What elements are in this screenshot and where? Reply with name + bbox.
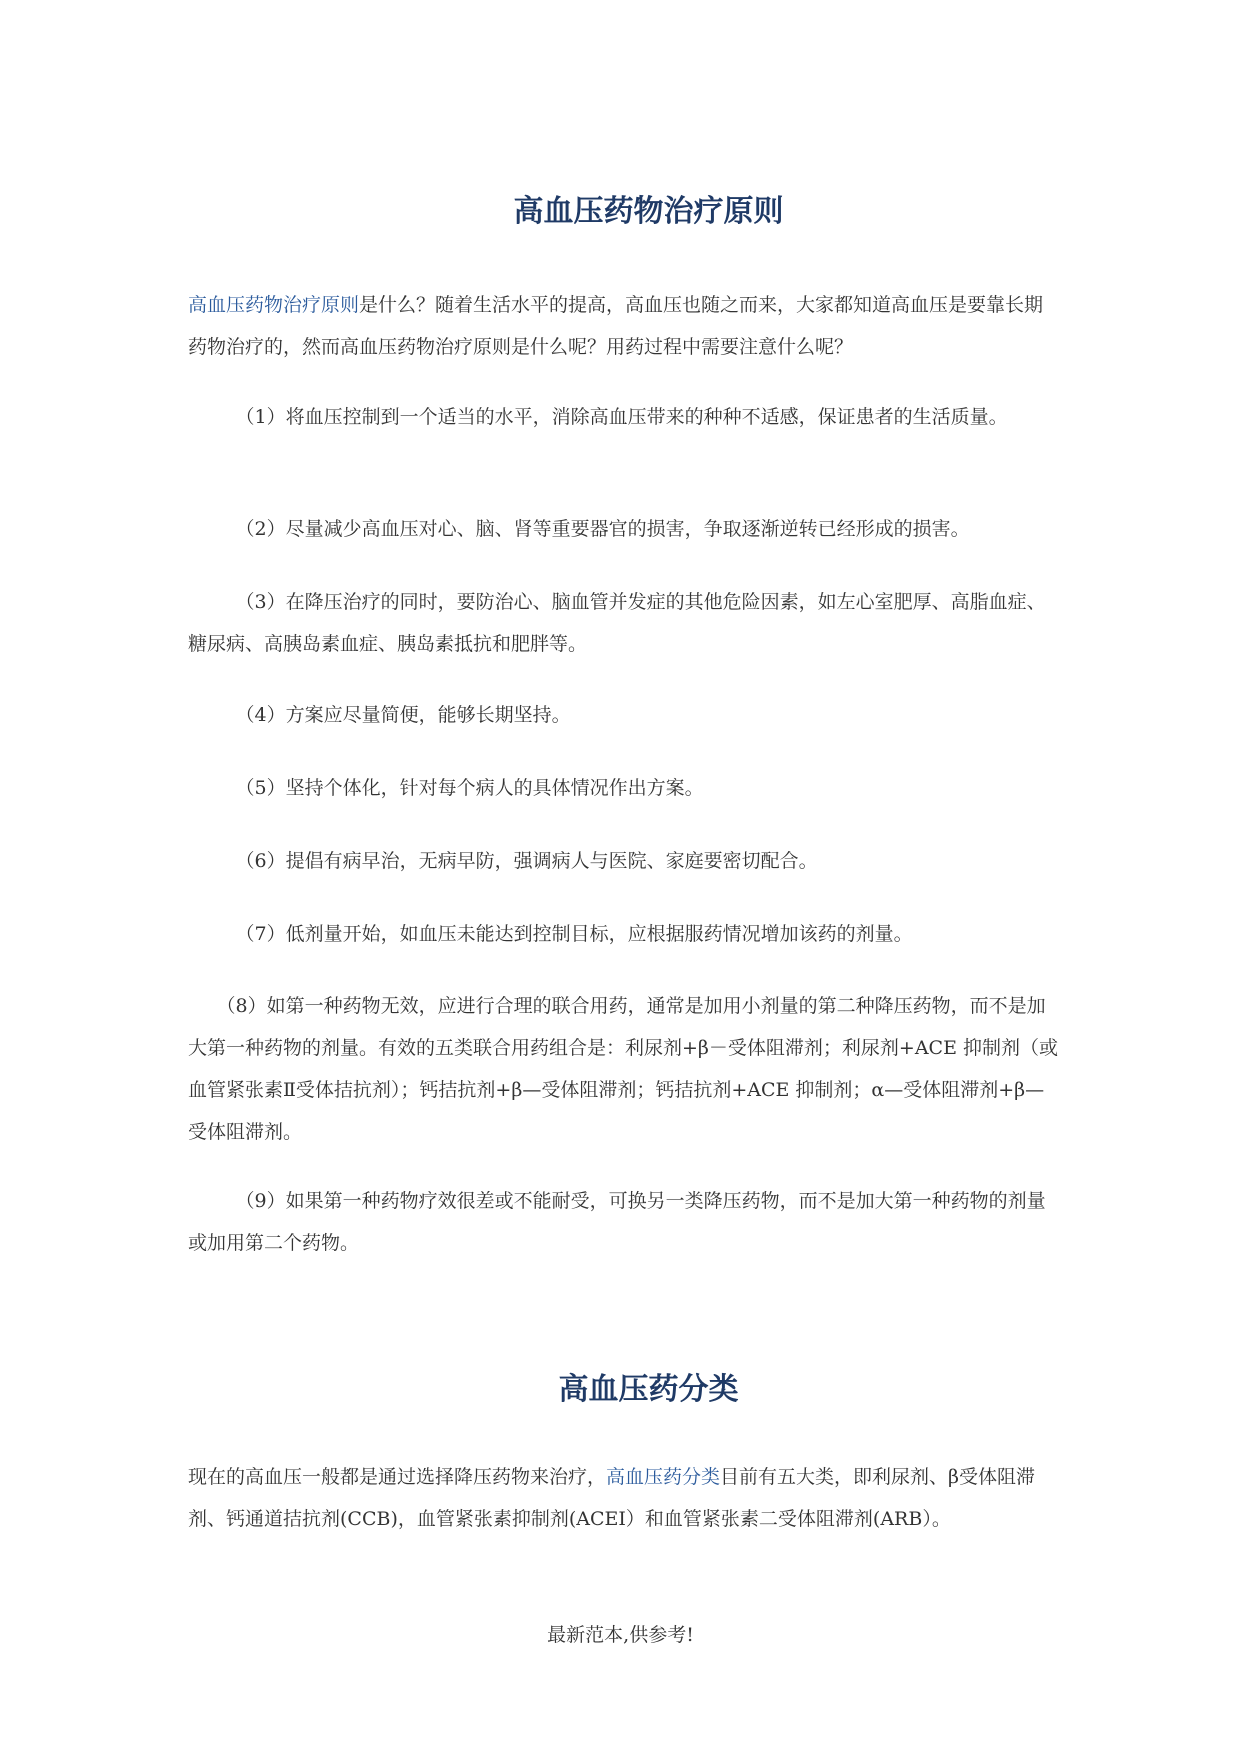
classification-text-before: 现在的高血压一般都是通过选择降压药物来治疗， — [188, 1466, 607, 1488]
principle-7: （7）低剂量开始，如血压未能达到控制目标，应根据服药情况增加该药的剂量。 — [235, 923, 913, 945]
footer-note: 最新范本,供参考! — [547, 1624, 694, 1646]
principle-5: （5）坚持个体化，针对每个病人的具体情况作出方案。 — [235, 777, 704, 799]
principle-4: （4）方案应尽量简便，能够长期坚持。 — [235, 704, 571, 726]
intro-paragraph — [188, 284, 1058, 368]
link-drug-classification[interactable]: 高血压药分类 — [606, 1466, 721, 1488]
principle-6: （6）提倡有病早治，无病早防，强调病人与医院、家庭要密切配合。 — [235, 850, 818, 872]
classification-text-after: 目前有五大类，即利尿剂、β受体阻滞剂、钙通道拮抗剂(CCB)，血管紧张素抑制剂(ACEI）和血管紧张素二受体阻滞剂(ARB）。 — [188, 1466, 1036, 1530]
principle-3: （3）在降压治疗的同时，要防治心、脑血管并发症的其他危险因素，如左心室肥厚、高脂血症、糖尿病、高胰岛素血症、胰岛素抵抗和肥胖等。 — [188, 591, 1046, 655]
link-treatment-principles[interactable]: 高血压药物治疗原则 — [188, 294, 360, 316]
principle-9: （9）如果第一种药物疗效很差或不能耐受，可换另一类降压药物，而不是加大第一种药物的剂量或加用第二个药物。 — [188, 1190, 1046, 1254]
principle-8: （8）如第一种药物无效，应进行合理的联合用药，通常是加用小剂量的第二种降压药物，而不是加大第一种药物的剂量。有效的五类联合用药组合是：利尿剂+β－受体阻滞剂；利尿剂+ACE 抑制剂（或血管紧张素Ⅱ受体拮抗剂）；钙拮抗剂+β—受体阻滞剂；钙拮抗剂+ACE 抑制剂；α—受体阻滞剂+β—受体阻滞剂。 — [188, 995, 1058, 1143]
title-treatment-principles: 高血压药物治疗原则 — [513, 194, 784, 229]
title-drug-classification: 高血压药分类 — [558, 1372, 739, 1407]
classification-paragraph — [188, 1456, 1058, 1540]
principle-2: （2）尽量减少高血压对心、脑、肾等重要器官的损害，争取逐渐逆转已经形成的损害。 — [235, 518, 970, 540]
intro-text: 是什么？随着生活水平的提高，高血压也随之而来，大家都知道高血压是要靠长期药物治疗的，然而高血压药物治疗原则是什么呢？用药过程中需要注意什么呢？ — [188, 294, 1044, 358]
principle-1: （1）将血压控制到一个适当的水平，消除高血压带来的种种不适感，保证患者的生活质量。 — [235, 406, 1008, 428]
